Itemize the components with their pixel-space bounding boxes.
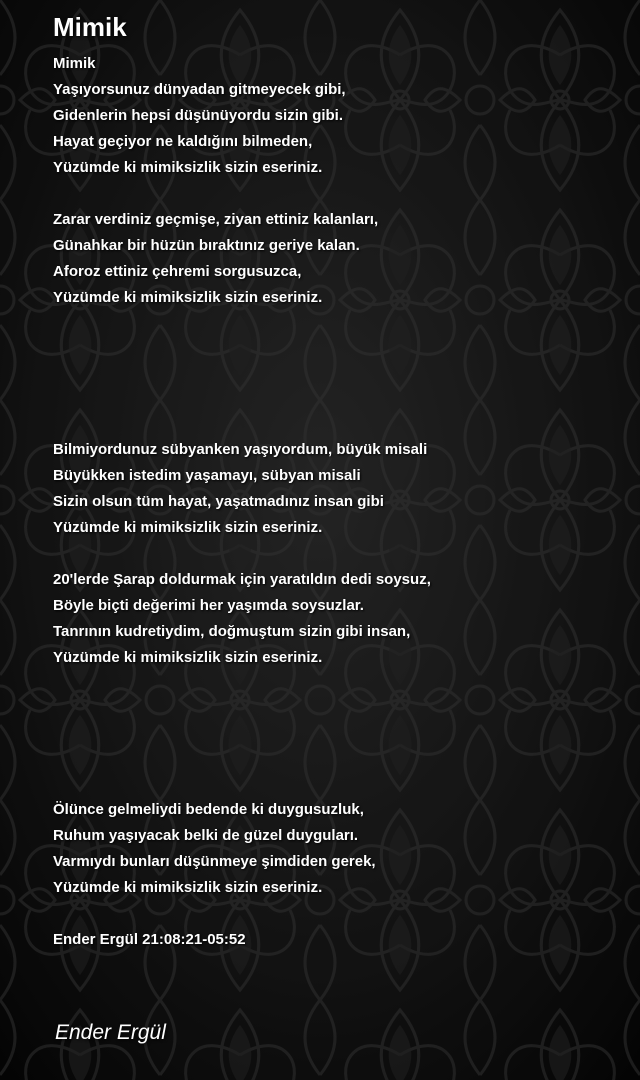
poem-line: Zarar verdiniz geçmişe, ziyan ettiniz kalanları, [53,211,379,228]
author-signature: Ender Ergül [55,1021,166,1044]
poem-line: Sizin olsun tüm hayat, yaşatmadınız insan gibi [53,493,384,510]
poem-line: Böyle biçti değerimi her yaşımda soysuzlar. [53,597,364,614]
poem-line: Yüzümde ki mimiksizlik sizin eseriniz. [53,289,323,306]
poem-heading: Mimik [53,55,96,72]
poem-line: Tanrının kudretiydim, doğmuştum sizin gibi insan, [53,623,411,640]
poem-line: Yüzümde ki mimiksizlik sizin eseriniz. [53,159,323,176]
poem-line: Yüzümde ki mimiksizlik sizin eseriniz. [53,649,323,666]
poem-line: Ruhum yaşıyacak belki de güzel duyguları. [53,827,359,844]
poem-line: Varmıydı bunları düşünmeye şimdiden gerek, [53,853,376,870]
poem-line: Aforoz ettiniz çehremi sorgusuzca, [53,263,302,280]
poem-line: Büyükken istedim yaşamayı, sübyan misali [53,467,361,484]
poem-line: Hayat geçiyor ne kaldığını bilmeden, [53,133,313,150]
poem-line: Yüzümde ki mimiksizlik sizin eseriniz. [53,519,323,536]
poem-line: Yaşıyorsunuz dünyadan gitmeyecek gibi, [53,81,346,98]
poem-line: Ölünce gelmeliydi bedende ki duygusuzluk, [53,801,364,818]
poem-signature-line: Ender Ergül 21:08:21-05:52 [53,931,246,948]
poem-line: Gidenlerin hepsi düşünüyordu sizin gibi. [53,107,344,124]
poem-line: Günahkar bir hüzün bıraktınız geriye kalan. [53,237,360,254]
poem-line: 20'lerde Şarap doldurmak için yaratıldın dedi soysuz, [53,571,431,588]
poem-line: Yüzümde ki mimiksizlik sizin eseriniz. [53,879,323,896]
page-title: Mimik [53,12,127,42]
poem-line: Bilmiyordunuz sübyanken yaşıyordum, büyük misali [53,441,428,458]
